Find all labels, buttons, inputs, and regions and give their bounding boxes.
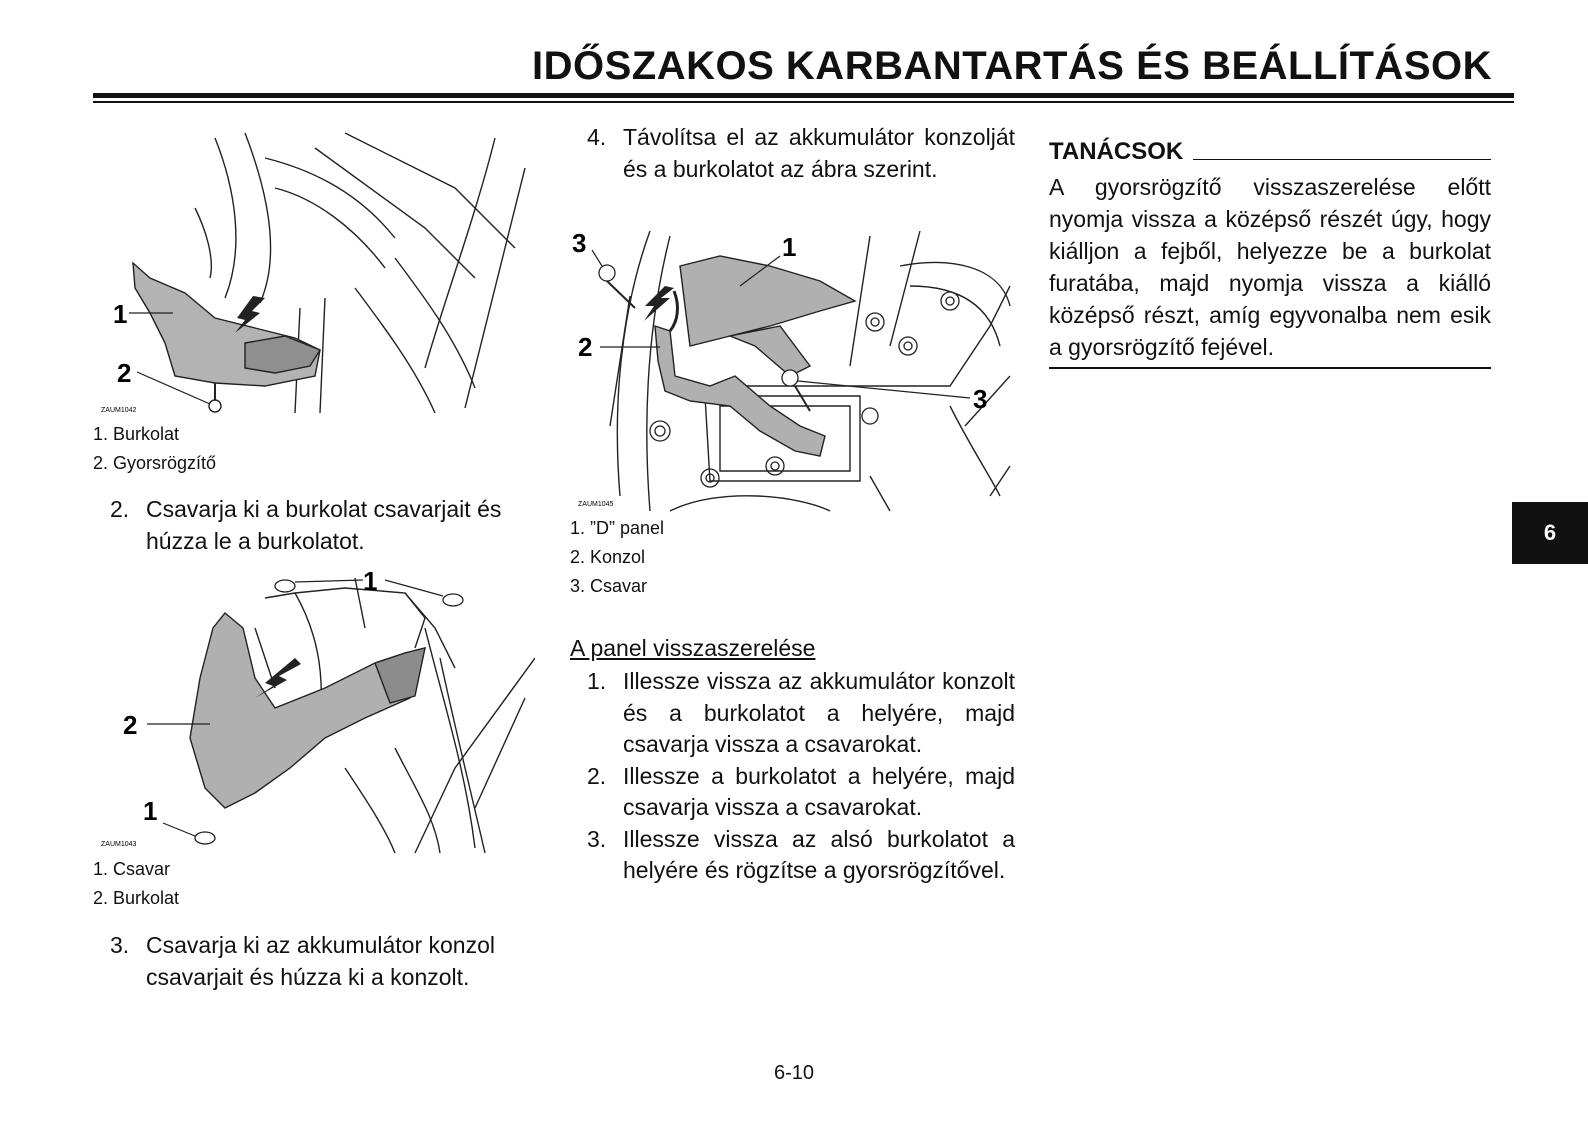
figure-3-callout: 1 bbox=[782, 232, 797, 262]
figure-1-caption: 1. Burkolat bbox=[93, 424, 180, 444]
figure-1-callout: 2 bbox=[117, 358, 132, 388]
header-rule-thin bbox=[93, 101, 1514, 103]
step-3 bbox=[110, 930, 540, 993]
section-heading: A panel visszaszerelése bbox=[570, 635, 816, 661]
figure-1-caption: 2. Gyorsrögzítő bbox=[93, 453, 217, 473]
figure-2-code: ZAUM1043 bbox=[101, 841, 137, 848]
figure-2-caption: 2. Burkolat bbox=[93, 888, 180, 908]
step-number: 3. bbox=[587, 825, 607, 852]
reinstall-step bbox=[587, 824, 1015, 887]
step-text: Csavarja ki a burkolat csavarjait és húzza le a burkolatot. bbox=[146, 496, 502, 554]
tip-heading-label: TANÁCSOK bbox=[1049, 138, 1184, 165]
figure-2 bbox=[95, 568, 535, 858]
figure-2-callout: 1 bbox=[143, 796, 158, 826]
figure-3-caption: 2. Konzol bbox=[570, 547, 646, 567]
reinstall-step bbox=[587, 666, 1015, 761]
figure-2-illustration bbox=[95, 568, 535, 858]
reinstall-steps bbox=[587, 666, 1015, 887]
figure-3 bbox=[570, 226, 1015, 516]
step-2 bbox=[110, 494, 530, 557]
figure-1-code: ZAUM1042 bbox=[101, 407, 137, 414]
figure-3-callout: 2 bbox=[578, 332, 593, 362]
figure-3-caption: 1. ”D” panel bbox=[570, 518, 665, 538]
tip-heading-rule bbox=[1193, 159, 1491, 160]
figure-2-callout: 1 bbox=[363, 568, 378, 596]
figure-2-caption: 1. Csavar bbox=[93, 859, 171, 879]
figure-3-callout: 3 bbox=[973, 384, 988, 414]
step-text: Illessze vissza az alsó burkolatot a helyére és rögzítse a gyorsrögzítővel. bbox=[623, 825, 1015, 883]
step-text: Illessze a burkolatot a helyére, majd csavarja vissza a csavarokat. bbox=[623, 762, 1015, 820]
figure-1 bbox=[95, 128, 535, 420]
figure-1-callout: 1 bbox=[113, 299, 128, 329]
figure-3-callout: 3 bbox=[572, 228, 587, 258]
figure-1-captions bbox=[93, 420, 493, 478]
figure-3-captions bbox=[570, 514, 970, 601]
figure-3-code: ZAUM1045 bbox=[578, 501, 614, 508]
figure-2-captions bbox=[93, 855, 493, 913]
tip-text: A gyorsrögzítő visszaszerelése előtt nyomja vissza a középső részét úgy, hogy kiálljon a fejből, helyezze be a burkolat furatába, majd nyomja vissza a kiálló középső részt, amíg egyvonalba nem esik a gyorsrögzítő fejével. bbox=[1049, 174, 1491, 360]
figure-3-illustration bbox=[570, 226, 1015, 516]
step-number: 1. bbox=[587, 668, 607, 694]
step-number: 3. bbox=[110, 932, 130, 958]
step-4 bbox=[587, 122, 1015, 185]
header-rule-thick bbox=[93, 93, 1514, 98]
step-text: Illessze vissza az akkumulátor konzolt és a burkolatot a helyére, majd csavarja vissza a csavarokat. bbox=[623, 668, 1015, 757]
step-number: 2. bbox=[110, 496, 130, 522]
reinstall-step bbox=[587, 761, 1015, 824]
chapter-tab: 6 bbox=[1512, 502, 1588, 564]
page-title: IDŐSZAKOS KARBANTARTÁS ÉS BEÁLLÍTÁSOK bbox=[532, 44, 1492, 88]
page-number: 6-10 bbox=[773, 1062, 815, 1084]
figure-2-callout: 2 bbox=[123, 710, 138, 740]
step-number: 2. bbox=[587, 762, 607, 789]
figure-3-caption: 3. Csavar bbox=[570, 576, 648, 596]
step-text: Távolítsa el az akkumulátor konzolját és a burkolatot az ábra szerint. bbox=[623, 124, 1015, 182]
figure-1-illustration bbox=[95, 128, 535, 420]
step-text: Csavarja ki az akkumulátor konzol csavarjait és húzza ki a konzolt. bbox=[146, 932, 495, 990]
tip-bottom-rule bbox=[1049, 367, 1491, 369]
tip-heading bbox=[1049, 138, 1491, 166]
step-number: 4. bbox=[587, 124, 607, 150]
